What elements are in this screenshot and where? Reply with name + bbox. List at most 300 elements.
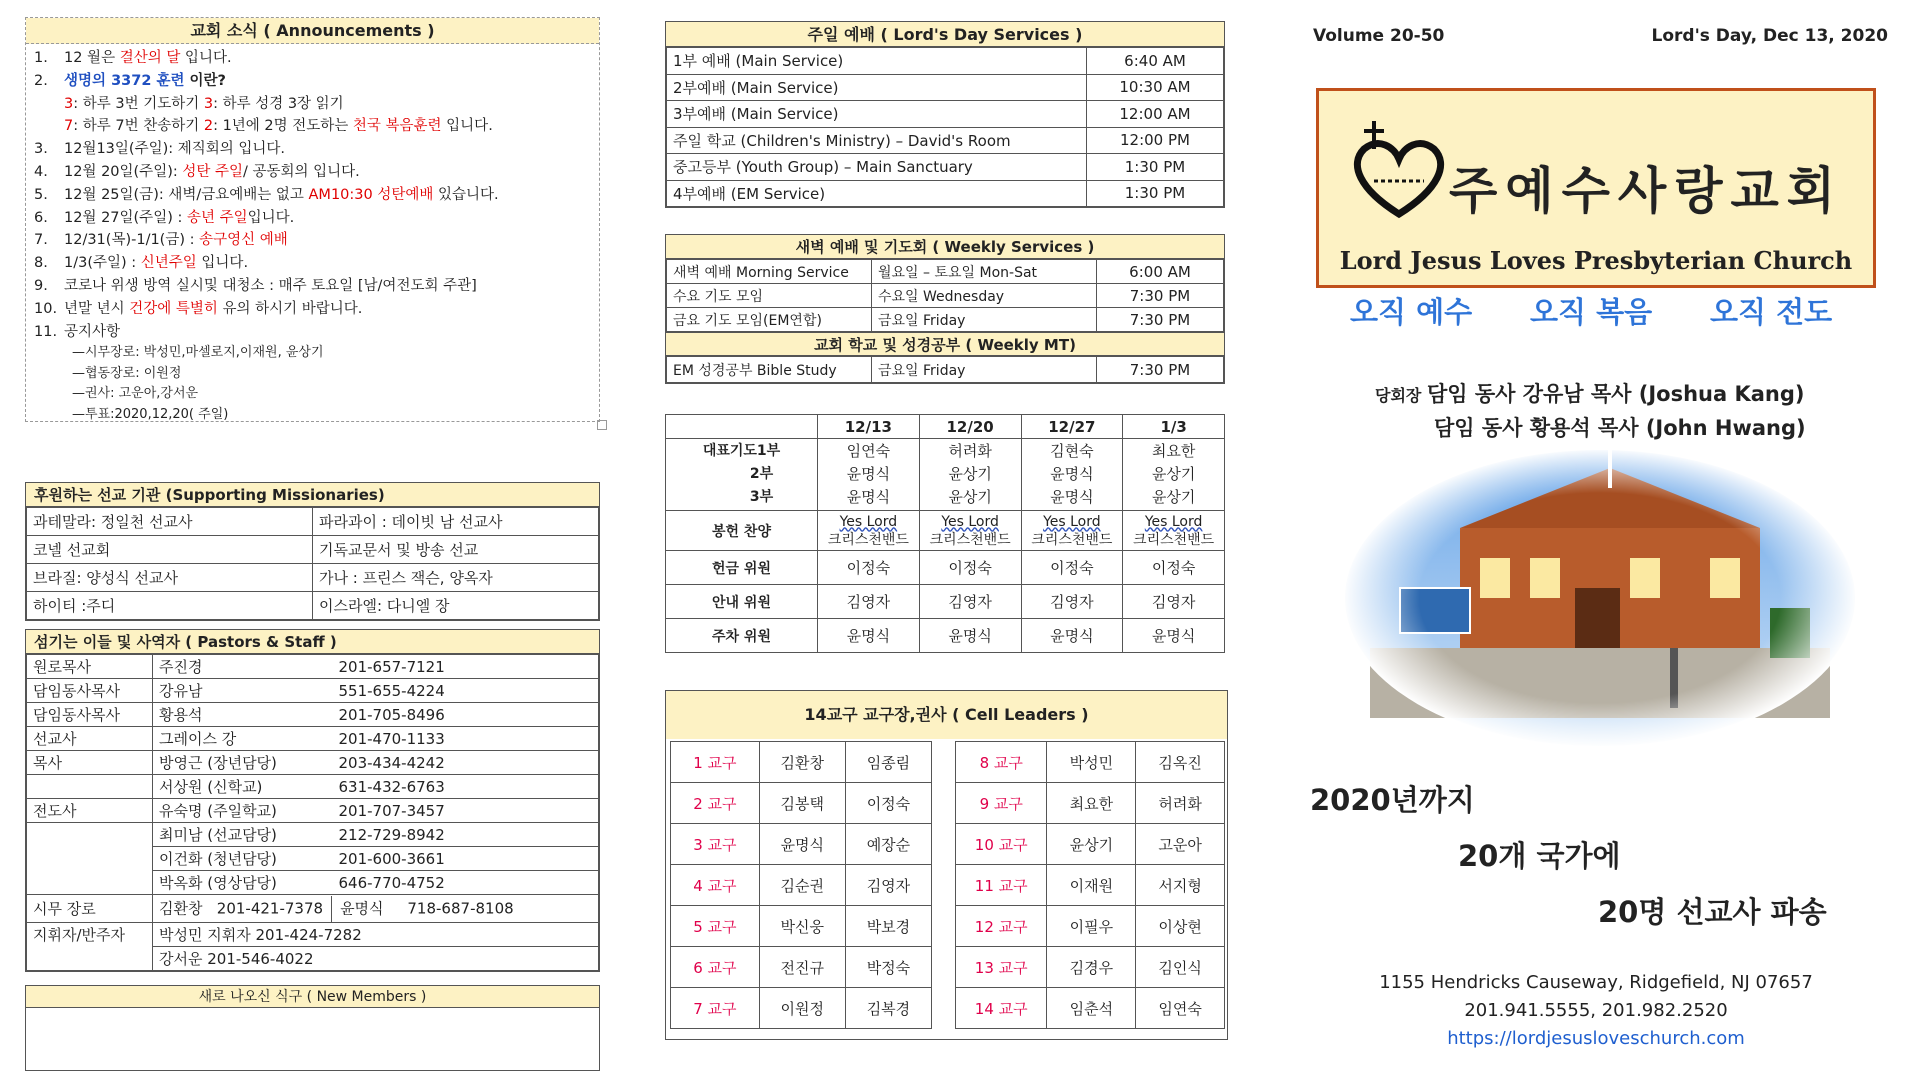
announcement-text: 성탄 주일 xyxy=(182,163,243,180)
table-cell: 김영자 xyxy=(845,865,931,906)
prayer-label-3: 3부 xyxy=(749,489,774,505)
prayer-name: 윤상기 xyxy=(948,465,992,483)
table-cell: 김영자 xyxy=(919,585,1021,619)
table-cell: 김환창 xyxy=(759,742,845,783)
table-cell: 봉헌 찬양 xyxy=(666,511,818,551)
table-row xyxy=(956,865,1225,906)
table-row xyxy=(666,585,1225,619)
table-row xyxy=(666,511,1225,551)
table-row xyxy=(671,783,932,824)
table-cell: 박성민 지휘자 201-424-7282 xyxy=(153,923,599,947)
table-cell xyxy=(27,847,153,871)
prayer-name: 윤명식 xyxy=(846,488,891,506)
praise-band: 크리스천밴드 xyxy=(929,531,1011,548)
table-cell: 이정숙 xyxy=(919,551,1021,585)
table-cell: 2 교구 xyxy=(671,783,760,824)
table-cell: 5 교구 xyxy=(671,906,760,947)
table-row xyxy=(671,742,932,783)
table-row xyxy=(667,284,1224,308)
church-name-english: Lord Jesus Loves Presbyterian Church xyxy=(1339,246,1853,275)
table-row xyxy=(956,824,1225,865)
announcement-item xyxy=(26,207,599,230)
announcement-text: AM10:30 성탄예배 xyxy=(308,186,434,203)
church-website-link[interactable]: https://lordjesusloveschurch.com xyxy=(1447,1028,1745,1049)
motto-2: 오직 복음 xyxy=(1530,295,1653,329)
table-cell: 예장순 xyxy=(845,824,931,865)
table-cell: 허려화 xyxy=(1136,783,1225,824)
table-cell: 14 교구 xyxy=(956,988,1047,1029)
table-cell: 황용석 xyxy=(153,703,333,727)
prayer-name: 윤상기 xyxy=(948,488,992,506)
table-cell: 윤명식 xyxy=(818,619,920,653)
table-cell: 수요 기도 모임 xyxy=(667,284,872,308)
table-cell: 3 교구 xyxy=(671,824,760,865)
table-cell xyxy=(27,947,153,971)
table-cell: 담임동사목사 xyxy=(27,679,153,703)
table-cell: 4 교구 xyxy=(671,865,760,906)
table-cell xyxy=(1021,439,1123,511)
announcement-number: 2. xyxy=(34,72,48,89)
table-row xyxy=(956,906,1225,947)
table-cell: 12/27 xyxy=(1021,415,1123,439)
new-members-box xyxy=(25,985,600,1071)
table-cell: 원로목사 xyxy=(27,655,153,679)
announcement-text: 3 xyxy=(203,95,214,112)
table-cell: 1부 예배 (Main Service) xyxy=(667,48,1087,75)
table-row xyxy=(27,775,599,799)
table-cell: 서지형 xyxy=(1136,865,1225,906)
announcements-list xyxy=(26,44,599,343)
table-cell: 13 교구 xyxy=(956,947,1047,988)
table-cell: 7:30 PM xyxy=(1097,284,1224,308)
table-row xyxy=(956,783,1225,824)
elder-1-phone: 201-421-7378 xyxy=(216,899,324,917)
table-cell: 이건화 (청년담당) xyxy=(153,847,333,871)
table-cell xyxy=(27,871,153,895)
table-row xyxy=(956,742,1225,783)
table-cell: 최요한 xyxy=(1047,783,1136,824)
table-cell: 1:30 PM xyxy=(1087,154,1224,181)
table-cell: 12/13 xyxy=(818,415,920,439)
table-cell: 중고등부 (Youth Group) – Main Sanctuary xyxy=(667,154,1087,181)
table-cell: 203-434-4242 xyxy=(333,751,599,775)
announcement-text: 입니다. xyxy=(247,209,295,226)
prayer-name: 윤상기 xyxy=(1151,488,1196,506)
elder-2-phone: 718-687-8108 xyxy=(407,899,514,917)
mission-line-2: 20개 국가에 xyxy=(1458,839,1621,873)
praise-band: 크리스천밴드 xyxy=(1031,531,1113,548)
prayer-name: 윤상기 xyxy=(1151,465,1196,483)
announcement-text: 12 월은 xyxy=(64,50,120,66)
table-row xyxy=(671,988,932,1029)
table-cell: 월요일 – 토요일 Mon-Sat xyxy=(872,260,1097,284)
table-row xyxy=(956,988,1225,1029)
prayer-name: 김현숙 xyxy=(1050,442,1094,460)
prayer-name: 허려화 xyxy=(948,442,992,460)
table-cell: 9 교구 xyxy=(956,783,1047,824)
table-cell: 이원정 xyxy=(759,988,845,1029)
table-cell: 주진경 xyxy=(153,655,333,679)
table-row xyxy=(27,871,599,895)
announcement-item xyxy=(26,321,599,344)
table-cell: 박성민 xyxy=(1047,742,1136,783)
volume-label: Volume 20-50 xyxy=(1313,26,1445,46)
missionaries-table xyxy=(26,507,599,620)
praise-band: 크리스천밴드 xyxy=(1133,531,1215,548)
announcement-text: 유의 하시기 바랍니다. xyxy=(217,300,363,317)
praise-song: Yes Lord xyxy=(839,513,898,530)
weekly-box xyxy=(665,234,1225,384)
table-row xyxy=(671,824,932,865)
table-cell: 이정숙 xyxy=(1123,551,1225,585)
table-cell: 금요 기도 모임(EM연합) xyxy=(667,308,872,332)
announcement-text: 입니다. xyxy=(196,255,249,272)
announcement-item xyxy=(26,252,599,275)
announcement-text: 건강에 특별히 xyxy=(129,300,218,317)
table-cell: 이상현 xyxy=(1136,906,1225,947)
table-row xyxy=(27,536,599,564)
table-row xyxy=(27,655,599,679)
table-cell: 11 교구 xyxy=(956,865,1047,906)
table-cell: 윤명식 xyxy=(919,619,1021,653)
table-cell: 지휘자/반주자 xyxy=(27,923,153,947)
announcement-text: / 공동회의 입니다. xyxy=(243,163,360,180)
missionaries-title: 후원하는 선교 기관 (Supporting Missionaries) xyxy=(26,483,599,507)
table-cell: 김봉택 xyxy=(759,783,845,824)
table-cell: 목사 xyxy=(27,751,153,775)
table-row xyxy=(666,551,1225,585)
table-row xyxy=(27,895,599,923)
missionaries-box xyxy=(25,482,600,621)
table-cell: 과테말라: 정일천 선교사 xyxy=(27,508,313,536)
announcement-number: 7. xyxy=(34,232,48,249)
table-cell: 새벽 예배 Morning Service xyxy=(667,260,872,284)
table-cell: 서상원 (신학교) xyxy=(153,775,333,799)
table-cell: 6:00 AM xyxy=(1097,260,1224,284)
table-row xyxy=(667,180,1224,207)
table-row xyxy=(27,923,599,947)
date-label: Lord's Day, Dec 13, 2020 xyxy=(1651,26,1888,46)
announcement-number: 10. xyxy=(34,300,58,317)
announcement-number: 6. xyxy=(34,209,48,226)
table-cell: 전도사 xyxy=(27,799,153,823)
table-row xyxy=(667,127,1224,154)
duty-roster xyxy=(665,414,1225,653)
table-cell: 631-432-6763 xyxy=(333,775,599,799)
announcement-text: 신년주일 xyxy=(140,255,197,272)
table-cell: 이필우 xyxy=(1047,906,1136,947)
prayer-label-1: 대표기도1부 xyxy=(702,443,781,459)
table-row xyxy=(667,154,1224,181)
announcements-title: 교회 소식 ( Announcements ) xyxy=(26,18,599,44)
table-cell: 주차 위원 xyxy=(666,619,818,653)
table-cell xyxy=(27,823,153,847)
church-address: 1155 Hendricks Causeway, Ridgefield, NJ 07657 xyxy=(1379,972,1813,993)
table-cell: 금요일 Friday xyxy=(872,308,1097,332)
praise-song: Yes Lord xyxy=(1144,513,1203,530)
table-cell: 12/20 xyxy=(919,415,1021,439)
table-row xyxy=(667,308,1224,332)
table-cell: 그레이스 강 xyxy=(153,727,333,751)
announcement-item xyxy=(26,138,599,161)
staff-box xyxy=(25,629,600,972)
announcement-text: 년말 년시 xyxy=(64,300,130,317)
announcement-text: 천국 복음훈련 xyxy=(352,118,442,135)
table-cell: 윤상기 xyxy=(1047,824,1136,865)
mission-line-1: 2020년까지 xyxy=(1310,783,1475,817)
announcement-text: 3 xyxy=(64,95,74,112)
announcement-text: : 하루 3번 기도하기 xyxy=(73,95,204,112)
table-cell: 안내 위원 xyxy=(666,585,818,619)
announcement-number: 9. xyxy=(34,277,48,294)
table-cell: 7 교구 xyxy=(671,988,760,1029)
table-cell xyxy=(919,439,1021,511)
pastor-1: 담임 동사 강유남 목사 (Joshua Kang) xyxy=(1426,382,1805,406)
announcement-item xyxy=(26,275,599,298)
table-cell: 주일 학교 (Children's Ministry) – David's Room xyxy=(667,127,1087,154)
table-row xyxy=(27,592,599,620)
table-cell: 201-657-7121 xyxy=(333,655,599,679)
announcement-item xyxy=(26,298,599,321)
table-cell: 고운아 xyxy=(1136,824,1225,865)
announcement-text: 공지사항 xyxy=(64,323,121,340)
table-cell: 방영근 (장년담당) xyxy=(153,751,333,775)
table-cell: 이스라엘: 다니엘 장 xyxy=(313,592,599,620)
table-cell: 김순권 xyxy=(759,865,845,906)
table-row xyxy=(666,619,1225,653)
weekly-title: 새벽 예배 및 기도회 ( Weekly Services ) xyxy=(666,235,1224,259)
table-cell: 파라과이 : 데이빗 남 선교사 xyxy=(313,508,599,536)
table-row xyxy=(666,439,1225,511)
announcement-item xyxy=(26,229,599,252)
elder-1: 김환창 xyxy=(159,899,203,917)
announcement-text: 12월 20일(주일): xyxy=(64,163,183,180)
lords-day-table xyxy=(666,47,1224,207)
resize-handle[interactable] xyxy=(597,420,607,430)
table-row xyxy=(27,703,599,727)
table-cell xyxy=(27,775,153,799)
cell-leaders-left xyxy=(670,741,932,1029)
church-building-photo xyxy=(1340,448,1860,748)
table-cell: 201-707-3457 xyxy=(333,799,599,823)
announcement-item xyxy=(26,161,599,184)
table-cell xyxy=(153,895,599,923)
table-cell: 646-770-4752 xyxy=(333,871,599,895)
announcement-item xyxy=(26,93,599,116)
table-cell: 김인식 xyxy=(1136,947,1225,988)
announcement-text: 12월 25일(금): 새벽/금요예배는 없고 xyxy=(64,186,309,203)
announcement-number: 11. xyxy=(34,323,58,340)
announcement-text: 12/31(목)-1/1(금) : xyxy=(64,232,200,249)
table-cell: EM 성경공부 Bible Study xyxy=(667,357,872,383)
table-cell: 윤명식 xyxy=(1021,619,1123,653)
announcement-item xyxy=(26,115,599,138)
table-row xyxy=(667,260,1224,284)
table-cell: 김영자 xyxy=(1123,585,1225,619)
announcement-text: 입니다. xyxy=(180,50,232,66)
announcement-text: 송구영신 예배 xyxy=(199,232,288,249)
table-row xyxy=(666,415,1225,439)
church-phones: 201.941.5555, 201.982.2520 xyxy=(1464,1000,1728,1021)
table-cell: 김영자 xyxy=(1021,585,1123,619)
praise-band: 크리스천밴드 xyxy=(827,531,909,548)
announcement-number: 4. xyxy=(34,163,48,180)
announcement-text: 2 xyxy=(203,118,214,135)
prayer-name: 임연숙 xyxy=(846,442,891,460)
lords-day-title: 주일 예배 ( Lord's Day Services ) xyxy=(666,22,1224,47)
announcement-text: 있습니다. xyxy=(433,186,499,203)
table-cell xyxy=(1123,439,1225,511)
table-cell: 김옥진 xyxy=(1136,742,1225,783)
announcement-number: 8. xyxy=(34,255,48,272)
table-cell: 이정숙 xyxy=(1021,551,1123,585)
praise-song: Yes Lord xyxy=(941,513,999,530)
table-cell: 가나 : 프린스 잭슨, 양옥자 xyxy=(313,564,599,592)
pastor-2: 담임 동사 황용석 목사 (John Hwang) xyxy=(1434,416,1806,440)
table-cell: 코넬 선교회 xyxy=(27,536,313,564)
table-row xyxy=(27,564,599,592)
table-cell: 12 교구 xyxy=(956,906,1047,947)
announcement-number: 1. xyxy=(34,50,48,66)
cell-leaders-box xyxy=(665,690,1228,1040)
table-row xyxy=(27,823,599,847)
church-name-korean: 주예수사랑교회 xyxy=(1449,161,1844,220)
table-row xyxy=(27,847,599,871)
table-cell: 7:30 PM xyxy=(1097,357,1224,383)
announcement-text: : 1년에 2명 전도하는 xyxy=(213,118,353,135)
table-cell: 김복경 xyxy=(845,988,931,1029)
table-cell: 박정숙 xyxy=(845,947,931,988)
table-cell: 임춘석 xyxy=(1047,988,1136,1029)
cell-leaders-title: 14교구 교구장,권사 ( Cell Leaders ) xyxy=(666,691,1227,739)
table-cell xyxy=(666,415,818,439)
table-cell: 박옥화 (영상담당) xyxy=(153,871,333,895)
announcement-text: 이란? xyxy=(184,72,226,89)
table-row xyxy=(667,74,1224,101)
table-cell: 시무 장로 xyxy=(27,895,153,923)
table-cell: 박신웅 xyxy=(759,906,845,947)
prayer-name: 윤명식 xyxy=(846,465,891,483)
table-cell: 김경우 xyxy=(1047,947,1136,988)
table-cell: 전진규 xyxy=(759,947,845,988)
study-table xyxy=(666,356,1224,383)
table-cell: 201-600-3661 xyxy=(333,847,599,871)
new-members-title: 새로 나오신 식구 ( New Members ) xyxy=(26,986,599,1008)
table-cell: 담임동사목사 xyxy=(27,703,153,727)
table-cell: 임연숙 xyxy=(1136,988,1225,1029)
table-row xyxy=(27,947,599,971)
motto-3: 오직 전도 xyxy=(1710,295,1833,329)
table-cell: 10:30 AM xyxy=(1087,74,1224,101)
table-cell: 3부예배 (Main Service) xyxy=(667,101,1087,128)
table-cell: 수요일 Wednesday xyxy=(872,284,1097,308)
table-row xyxy=(27,799,599,823)
pastor-title-label: 당회장 xyxy=(1375,386,1422,405)
prayer-label-2: 2부 xyxy=(749,466,774,482)
table-row xyxy=(27,727,599,751)
announcement-number: 3. xyxy=(34,141,48,158)
prayer-name: 윤명식 xyxy=(1050,488,1094,506)
table-cell: 8 교구 xyxy=(956,742,1047,783)
notice-subitem: —투표:2020,12,20( 주일) xyxy=(72,406,229,422)
table-cell: 유숙명 (주일학교) xyxy=(153,799,333,823)
table-cell: 1/3 xyxy=(1123,415,1225,439)
table-cell: 금요일 Friday xyxy=(872,357,1097,383)
table-cell: 1 교구 xyxy=(671,742,760,783)
prayer-name: 최요한 xyxy=(1151,442,1196,460)
table-cell xyxy=(818,439,920,511)
notice-subitem: —협동장로: 이원정 xyxy=(72,365,182,381)
table-cell: 212-729-8942 xyxy=(333,823,599,847)
table-cell: 10 교구 xyxy=(956,824,1047,865)
table-cell: 7:30 PM xyxy=(1097,308,1224,332)
table-row xyxy=(27,679,599,703)
announcement-text: 7 xyxy=(64,118,74,135)
table-cell: 이정숙 xyxy=(818,551,920,585)
table-row xyxy=(27,751,599,775)
notice-subitem: —권사: 고운아,강서운 xyxy=(72,386,199,402)
table-cell: 기독교문서 및 방송 선교 xyxy=(313,536,599,564)
table-cell: 헌금 위원 xyxy=(666,551,818,585)
table-cell: 박보경 xyxy=(845,906,931,947)
announcement-text: 12월 27일(주일) : xyxy=(64,209,187,226)
table-cell: 201-705-8496 xyxy=(333,703,599,727)
table-cell: 6:40 AM xyxy=(1087,48,1224,75)
announcement-text: : 하루 성경 3장 읽기 xyxy=(213,95,344,112)
lords-day-box xyxy=(665,21,1225,208)
table-cell: 이재원 xyxy=(1047,865,1136,906)
elder-2: 윤명식 xyxy=(340,899,384,917)
table-cell xyxy=(666,439,818,511)
table-row xyxy=(671,865,932,906)
table-cell: 윤명식 xyxy=(759,824,845,865)
announcement-item xyxy=(26,47,599,70)
announcement-text: 송년 주일 xyxy=(186,209,248,226)
table-row xyxy=(27,508,599,536)
duty-table xyxy=(665,414,1225,653)
table-cell: 강유남 xyxy=(153,679,333,703)
table-cell xyxy=(1123,511,1225,551)
table-row xyxy=(667,357,1224,383)
table-row xyxy=(667,101,1224,128)
table-cell: 윤명식 xyxy=(1123,619,1225,653)
announcement-text: 1/3(주일) : xyxy=(64,255,141,272)
table-cell: 강서운 201-546-4022 xyxy=(153,947,599,971)
announcement-text: 12월13일(주일): 제직회의 입니다. xyxy=(64,141,286,158)
table-cell: 4부예배 (EM Service) xyxy=(667,180,1087,207)
staff-title: 섬기는 이들 및 사역자 ( Pastors & Staff ) xyxy=(26,630,599,654)
prayer-name: 윤명식 xyxy=(1050,465,1094,483)
table-row xyxy=(671,906,932,947)
table-cell: 2부예배 (Main Service) xyxy=(667,74,1087,101)
table-row xyxy=(671,947,932,988)
announcement-text: 코로나 위생 방역 실시및 대청소 : 매주 토요일 [남/여전도회 주관] xyxy=(64,277,477,294)
heart-cross-icon xyxy=(1344,119,1454,229)
table-row xyxy=(956,947,1225,988)
announcement-text: 입니다. xyxy=(441,118,493,135)
staff-table xyxy=(26,654,599,971)
pastor-line-1 xyxy=(1375,378,1805,408)
table-cell: 임종림 xyxy=(845,742,931,783)
table-cell: 이정숙 xyxy=(845,783,931,824)
table-cell: 1:30 PM xyxy=(1087,180,1224,207)
table-cell: 김영자 xyxy=(818,585,920,619)
table-row xyxy=(667,48,1224,75)
announcements-box xyxy=(25,17,600,422)
table-cell: 최미남 (선교담당) xyxy=(153,823,333,847)
announcement-text: 생명의 3372 훈련 xyxy=(64,72,185,89)
mission-line-3: 20명 선교사 파송 xyxy=(1598,895,1827,929)
